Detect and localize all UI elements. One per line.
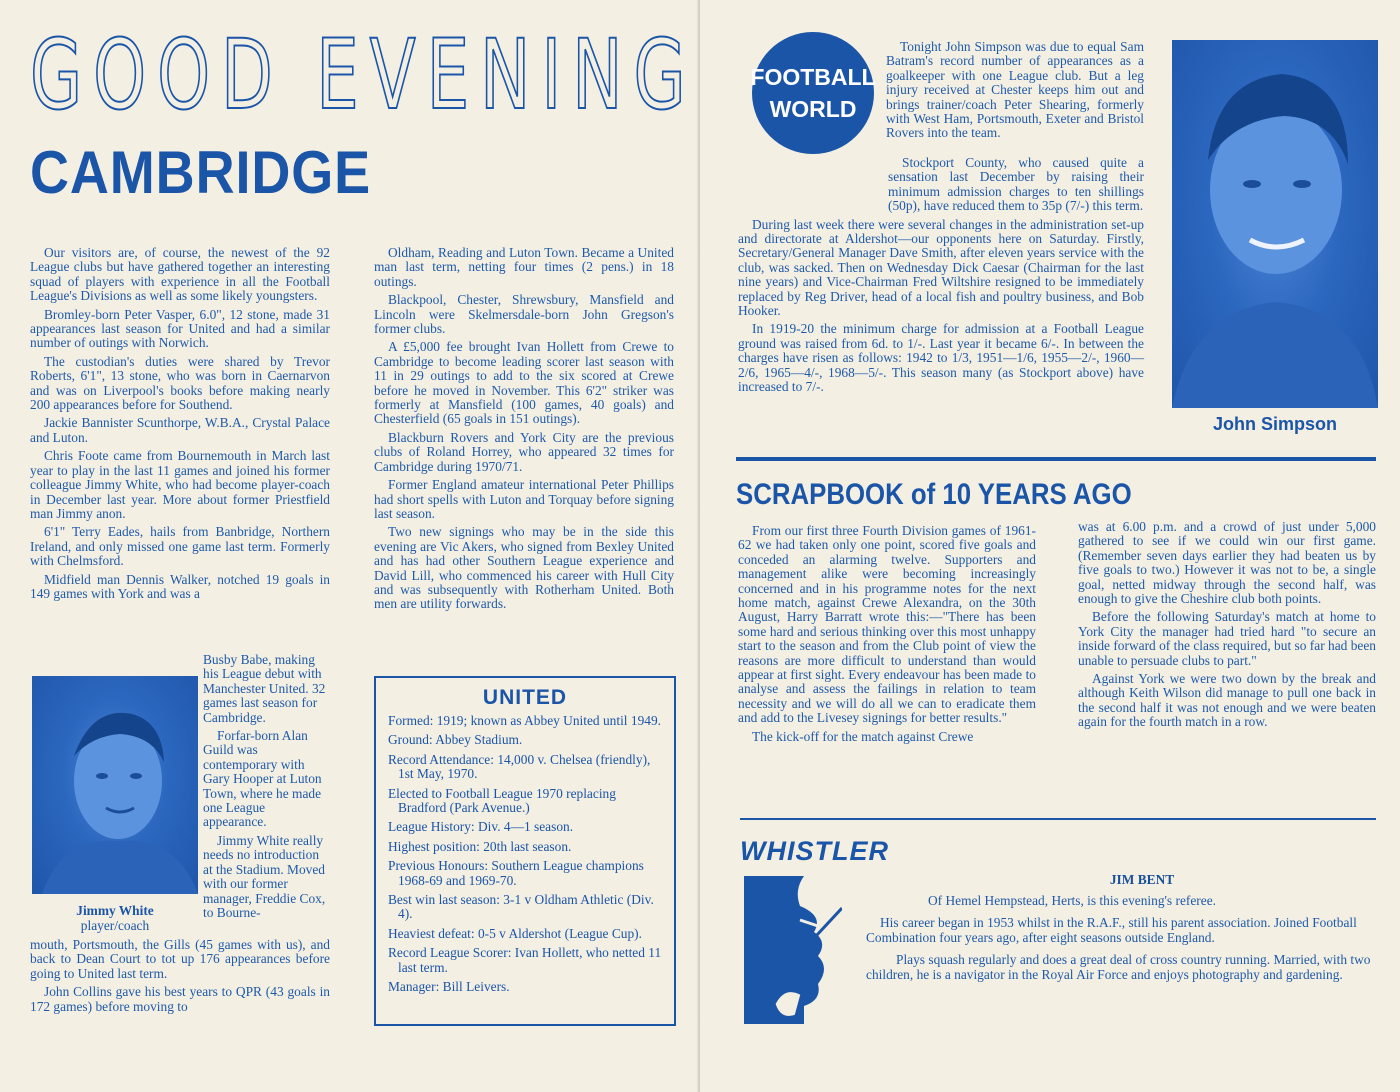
para: Before the following Saturday's match at home to York City the manager had tried hard "to secure an inside forward of the class required, but so far had been unable to persuade clubs to part." [1078, 609, 1376, 668]
cambridge-col1 [30, 246, 330, 605]
fact-item: Record League Scorer: Ivan Hollett, who netted 11 last term. [388, 945, 662, 975]
whistler-rule [740, 818, 1376, 820]
fact-item: Ground: Abbey Stadium. [388, 732, 523, 748]
para: 6'1" Terry Eades, hails from Banbridge, Northern Ireland, and only missed one game last term. Formerly with Chelmsford. [30, 524, 330, 569]
para: Of Hemel Hempstead, Herts, is this evening's referee. [928, 893, 1216, 908]
para: Chris Foote came from Bournemouth in March last year to play in the last 11 games and joined his former colleague Jimmy White, who had become player-coach in December last year. More about former Priestfield man Jimmy anon. [30, 448, 330, 521]
scrapbook-col1 [738, 524, 1036, 748]
fact-item: Best win last season: 3-1 v Oldham Athletic (Div. 4). [388, 892, 654, 922]
para: Stockport County, who caused quite a sensation last December by raising their minimum admission charges to ten shillings (50p), have reduced them to 35p (7/-) this term. [888, 155, 1144, 214]
jimmy-white-photo [32, 676, 198, 894]
para: Tonight John Simpson was due to equal Sam Batram's record number of appearances as a goalkeeper with one League club. But a leg injury received at Chester keeps him out and brings trainer/coach Peter Shearing, formerly with West Ham, Portsmouth, Exeter and Bristol Rovers into the team. [886, 39, 1144, 141]
para: Our visitors are, of course, the newest of the 92 League clubs but have gathered together an interesting squad of players with experience in all the Football League's Divisions as well as some likely youngsters. [30, 245, 330, 304]
football-world-body [738, 156, 1144, 399]
para: Plays squash regularly and does a great deal of cross country running. Married, with two children, he is a navigator in the Royal Air Force and enjoys photography and gardening. [866, 952, 1371, 982]
united-heading: UNITED [482, 686, 568, 709]
para: Against York we were two down by the break and although Keith Wilson did manage to pull one back in the second half it was not enough and we were beaten again for the fourth match in a row. [1078, 671, 1376, 730]
scrapbook-col2 [1078, 520, 1376, 734]
referee-section [866, 872, 1378, 986]
badge-line: WORLD [769, 96, 857, 122]
fact-item: Record Attendance: 14,000 v. Chelsea (friendly), 1st May, 1970. [388, 751, 651, 782]
badge-line: FOOTBALL [750, 64, 876, 90]
fact-item: Heaviest defeat: 0-5 v Aldershot (League Cup). [388, 925, 642, 941]
para: From our first three Fourth Division games of 1961-62 we had taken only one point, scored five goals and conceded an alarming twelve. Supporters and management alike were becoming increasingly concerned and in his programme notes for the next home match, against Crewe Alexandra, on the 30th August, Harry Barratt wrote this:—"There has been some hard and serious thinking over this most unhappy start to the season and from the Club point of view the reasons are more difficult to understand than would appear at first sight. Every endeavour has been made to analyse and assess the failings in relation to team necessity and we will do all we can to eradicate them and add to the Livesey signings for better results." [738, 523, 1036, 726]
cambridge-heading: CAMBRIDGE [30, 139, 372, 206]
para: In 1919-20 the minimum charge for admission at a Football League ground was raised from 6d. to 1/-. Last year it became 6/-. In between the charges have risen as follows: 1942 to 1/3, 1951—1/6, 1955—2/-, 1960—2/6, 1965—4/-, 1968—5/-. This season many (as Stockport above) have increased to 7/-. [738, 321, 1144, 395]
united-factbox [374, 676, 676, 1026]
jimmy-white-caption [40, 903, 190, 933]
cambridge-col1-bottom [30, 938, 330, 1018]
fact-item: League History: Div. 4—1 season. [388, 819, 574, 835]
para: Blackpool, Chester, Shrewsbury, Mansfield and Lincoln were Skelmersdale-born John Gregson's former clubs. [374, 292, 674, 337]
scrapbook-heading: SCRAPBOOK of 10 YEARS AGO [736, 478, 1132, 511]
para: Busby Babe, making his League debut with Manchester United. 32 games last season for Cambridge. [203, 652, 326, 725]
para: His career began in 1953 whilst in the R.A.F., still his parent association. Joined Football Combination four years ago, after eight seasons outside England. [866, 915, 1357, 945]
fact-item: Manager: Bill Leivers. [388, 979, 510, 995]
john-simpson-caption: John Simpson [1212, 414, 1337, 434]
para: Jimmy White really needs no introduction at the Stadium. Moved with our former manager, Freddie Cox, to Bourne- [203, 832, 326, 920]
para: Midfield man Dennis Walker, notched 19 goals in 149 games with York and was a [30, 571, 330, 601]
fact-item: Previous Honours: Southern League champions 1968-69 and 1969-70. [388, 858, 644, 888]
para: Oldham, Reading and Luton Town. Became a United man last term, netting four times (2 pens.) in 18 outings. [374, 245, 674, 289]
para: Forfar-born Alan Guild was contemporary with Gary Hooper at Luton Town, where he made one League appearance. [203, 728, 322, 830]
good-evening-title: GOOD EVENING [30, 19, 697, 131]
right-page [700, 0, 1400, 1092]
fact-item: Formed: 1919; known as Abbey United until 1949. [388, 713, 662, 728]
divider-rule [736, 457, 1376, 461]
caption-name: Jimmy White [76, 903, 154, 918]
caption-role: player/coach [80, 918, 150, 933]
para: John Collins gave his best years to QPR (43 goals in 172 games) before moving to [30, 984, 330, 1014]
para: Jackie Bannister Scunthorpe, W.B.A., Crystal Palace and Luton. [30, 415, 330, 445]
para: During last week there were several changes in the administration set-up and directorate at Aldershot—our opponents here on Saturday. Firstly, Secretary/General Manager Dave Smith, after eleven years service with the club, was sacked. Then on Wednesday Dick Caesar (Chairman for the last nine years) and Vice-Chairman Fred Wiltshire resigned to be immediately replaced by Reg Driver, head of a local fish and poultry business, and Bob Hooker. [738, 216, 1144, 319]
fact-item: Highest position: 20th last season. [388, 838, 572, 854]
football-world-intro [886, 40, 1144, 145]
para: mouth, Portsmouth, the Gills (45 games with us), and back to Dean Court to tot up 176 appearances before going to United last term. [30, 937, 330, 981]
john-simpson-photo [1172, 40, 1378, 408]
para: was at 6.00 p.m. and a crowd of just under 5,000 gathered to see if we could win our first game. (Remember seven days earlier they had beaten us by five goals to two.) However it was not to be, a single goal, netted midway through the second half, was enough to give the Cheshire club both points. [1078, 519, 1376, 607]
whistler-icon [744, 876, 842, 1024]
cambridge-col2 [374, 246, 674, 616]
para: The kick-off for the match against Crewe [752, 728, 974, 744]
fact-item: Elected to Football League 1970 replacing Bradford (Park Avenue.) [388, 785, 616, 816]
para: Two new signings who may be in the side this evening are Vic Akers, who signed from Bexley United and has had other Southern League experience and David Lill, who commenced his career with Hull City and was subsequently with Rotherham United. Both men are utility forwards. [374, 524, 674, 612]
para: The custodian's duties were shared by Trevor Roberts, 6'1", 13 stone, who was born in Caernarvon and was on Liverpool's books before making nearly 200 appearances before for Southend. [30, 353, 330, 413]
whistler-heading: WHISTLER [740, 836, 889, 866]
cambridge-col1-wrap [203, 653, 331, 924]
football-world-badge [752, 32, 874, 154]
para: Bromley-born Peter Vasper, 6.0", 12 stone, made 31 appearances last season for United and had a similar number of outings with Norwich. [30, 306, 330, 351]
para: Blackburn Rovers and York City are the previous clubs of Roland Horrey, who appeared 32 times for Cambridge during 1970/71. [374, 429, 674, 474]
referee-name: JIM BENT [1109, 872, 1175, 887]
para: Former England amateur international Peter Phillips had short spells with Luton and Torquay before signing last season. [374, 477, 674, 521]
para: A £5,000 fee brought Ivan Hollett from Crewe to Cambridge to become leading scorer last season with 11 in 29 outings to add to the six scored at Crewe before he moved in November. This 6'2" striker was formerly at Mansfield (100 games, 40 goals) and Chesterfield (65 goals in 151 outings). [374, 339, 674, 427]
